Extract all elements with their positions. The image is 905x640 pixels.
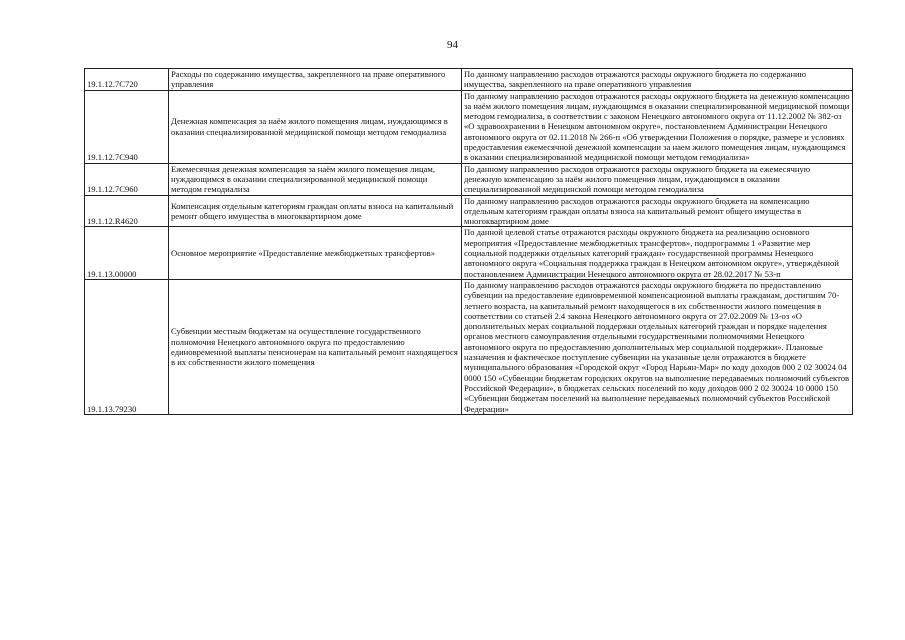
row-description: По данному направлению расходов отражаются расходы окружного бюджета на ежемесячную денежную компенсацию за наём жилого помещения лицам, нуждающимся в оказании специализированной медицинской помощи методом гемодиализа (462, 163, 853, 195)
budget-classification-table (84, 68, 853, 415)
table-row (85, 195, 853, 227)
row-code: 19.1.13.00000 (85, 227, 169, 279)
table-row (85, 163, 853, 195)
row-description: По данному направлению расходов отражаются расходы окружного бюджета на компенсацию отдельным категориям граждан оплаты взноса на капитальный ремонт общего имущества в многоквартирном доме (462, 195, 853, 227)
page-number: 94 (447, 39, 458, 51)
row-code: 19.1.12.7С960 (85, 163, 169, 195)
row-name: Основное мероприятие «Предоставление межбюджетных трансфертов» (169, 227, 462, 279)
row-code: 19.1.12.R4620 (85, 195, 169, 227)
table-row (85, 90, 853, 163)
row-code: 19.1.12.7С940 (85, 90, 169, 163)
row-description: По данному направлению расходов отражаются расходы окружного бюджета по предоставлению субвенции на предоставление единовременной компенсационной выплаты гражданам, достигшим 70-летнего возраста, на капитальный ремонт находящегося в их собственности жилого помещения в соответствии со статьей 2.4 закона Ненецкого автономного округа от 27.02.2009 № 13-оз «О дополнительных мерах социальной поддержки отдельных категорий граждан и порядке наделения органов местного самоуправления отдельными государственными полномочиями Ненецкого автономного округа по предоставлению дополнительных мер социальной поддержки». Плановые назначения и фактическое поступление субвенции на указанные цели отражаются в бюджете муниципального образования «Городской округ «Город Нарьян-Мар» по коду доходов 000 2 02 30024 04 0000 150 «Субвенции бюджетам городских округов на выполнение передаваемых полномочий субъектов Российской Федерации», в бюджетах сельских поселений по коду доходов 000 2 02 30024 10 0000 150 «Субвенции бюджетам поселений на выполнение передаваемых полномочий субъектов Российской Федерации» (462, 279, 853, 414)
row-name: Расходы по содержанию имущества, закрепленного на праве оперативного управления (169, 69, 462, 91)
table-row (85, 279, 853, 414)
row-name: Компенсация отдельным категориям граждан оплаты взноса на капитальный ремонт общего имущества в многоквартирном доме (169, 195, 462, 227)
row-name: Денежная компенсация за наём жилого помещения лицам, нуждающимся в оказании специализированной медицинской помощи методом гемодиализа (169, 90, 462, 163)
row-description: По данному направлению расходов отражаются расходы окружного бюджета по содержанию имущества, закрепленного на праве оперативного управления (462, 69, 853, 91)
row-code: 19.1.12.7С720 (85, 69, 169, 91)
table-row (85, 69, 853, 91)
row-name: Субвенции местным бюджетам на осуществление государственного полномочия Ненецкого автономного округа по предоставлению единовременной выплаты пенсионерам на капитальный ремонт находящегося в их собственности жилого помещения (169, 279, 462, 414)
row-code: 19.1.13.79230 (85, 279, 169, 414)
row-name: Ежемесячная денежная компенсация за наём жилого помещения лицам, нуждающимся в оказании специализированной медицинской помощи методом гемодиализа (169, 163, 462, 195)
row-description: По данному направлению расходов отражаются расходы окружного бюджета на денежную компенсацию за наём жилого помещения лицам, нуждающимся в оказании специализированной медицинской помощи методом гемодиализа, в соответствии с законом Ненецкого автономного округа от 11.12.2002 № 382-оз «О здравоохранении в Ненецком автономном округе», постановлением Администрации Ненецкого автономного округа от 02.11.2018 № 266-п «Об утверждении Положения о порядке, размере и условиях предоставления ежемесячной денежной компенсации за наем жилого помещения лицам, нуждающимся в оказании специализированной медицинской помощи методом гемодиализа» (462, 90, 853, 163)
table-row (85, 227, 853, 279)
row-description: По данной целевой статье отражаются расходы окружного бюджета на реализацию основного мероприятия «Предоставление межбюджетных трансфертов», подпрограммы 1 «Развитие мер социальной поддержки отдельных категорий граждан» государственной программы Ненецкого автономного округа «Социальная поддержка граждан в Ненецком автономном округе», утверждённой постановлением Администрации Ненецкого автономного округа от 28.02.2017 № 53-п (462, 227, 853, 279)
